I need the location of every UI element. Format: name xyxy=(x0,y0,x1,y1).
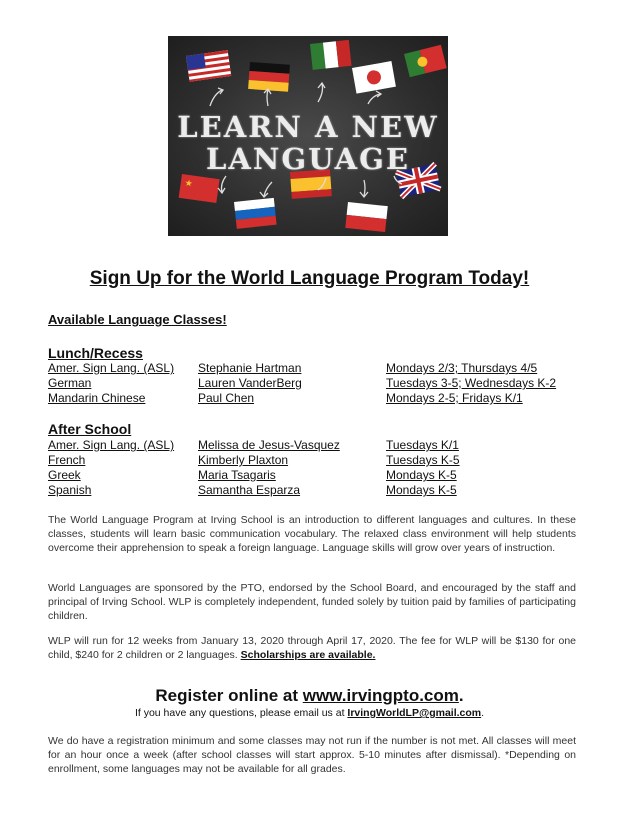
portugal-flag xyxy=(404,45,447,77)
lunch-recess-title: Lunch/Recess xyxy=(48,345,143,361)
contact-line xyxy=(0,707,619,719)
after-schedule: Tuesdays K/1 xyxy=(386,438,459,452)
lunch-language: Mandarin Chinese xyxy=(48,391,146,405)
lunch-row xyxy=(0,391,619,406)
after-teacher: Melissa de Jesus-Vasquez xyxy=(198,438,340,452)
russia-flag xyxy=(234,198,277,229)
schedule-fee-text: WLP will run for 12 weeks from January 13, 2020 through April 17, 2020. The fee for WLP will be $130 for one child, $240 for 2 children or 2 languages. xyxy=(48,635,576,661)
italy-flag xyxy=(310,40,352,70)
after-school-title: After School xyxy=(48,421,132,437)
register-line xyxy=(0,686,619,706)
china-flag xyxy=(179,174,220,203)
poland-flag xyxy=(345,202,387,232)
lunch-language: German xyxy=(48,376,92,390)
after-teacher: Kimberly Plaxton xyxy=(198,453,289,467)
lunch-row xyxy=(0,361,619,376)
lunch-teacher: Paul Chen xyxy=(198,391,255,405)
usa-flag xyxy=(186,50,231,82)
sponsorship-paragraph: World Languages are sponsored by the PTO, endorsed by the School Board, and encouraged by the staff and principal of Irving School. WLP is completely independent, funded solely by tuition paid by families of participating children. xyxy=(48,582,576,622)
available-classes-heading: Available Language Classes! xyxy=(48,312,227,327)
registration-notes-paragraph: We do have a registration minimum and some classes may not run if the number is not met. All classes will meet for an hour once a week (after school classes will start approx. 5-10 minutes after dismissal). *Depending on enrollment, some languages may not be available for all grades. xyxy=(48,735,576,775)
after-schedule: Mondays K-5 xyxy=(386,468,457,482)
lunch-schedule: Tuesdays 3-5; Wednesdays K-2 xyxy=(386,376,557,390)
germany-flag xyxy=(248,62,290,92)
after-language: Spanish xyxy=(48,483,92,497)
after-schedule: Mondays K-5 xyxy=(386,483,457,497)
after-row xyxy=(0,468,619,483)
banner-title-line2: LANGUAGE xyxy=(206,142,410,176)
japan-flag xyxy=(352,61,396,94)
page-title: Sign Up for the World Language Program Today! xyxy=(89,268,530,289)
after-row xyxy=(0,483,619,498)
after-row xyxy=(0,438,619,453)
svg-text:★: ★ xyxy=(184,177,194,189)
after-teacher: Maria Tsagaris xyxy=(198,468,276,482)
language-banner-image xyxy=(168,36,448,236)
register-prefix: Register online at xyxy=(155,686,303,705)
website-link[interactable]: www.irvingpto.com xyxy=(302,686,459,705)
lunch-language: Amer. Sign Lang. (ASL) xyxy=(48,361,175,375)
after-language: French xyxy=(48,453,86,467)
lunch-schedule: Mondays 2-5; Fridays K/1 xyxy=(386,391,523,405)
after-row xyxy=(0,453,619,468)
email-link[interactable]: IrvingWorldLP@gmail.com xyxy=(347,707,482,719)
after-language: Greek xyxy=(48,468,81,482)
program-description: The World Language Program at Irving School is an introduction to different languages and cultures. In these classes, students will learn basic communication vocabulary. The relaxed class environment will help students overcome their apprehension to speak a foreign language. Language skills will grow over years of instruction. xyxy=(48,514,576,554)
lunch-teacher: Stephanie Hartman xyxy=(198,361,302,375)
schedule-fee-paragraph xyxy=(48,634,576,662)
contact-suffix: . xyxy=(481,707,485,719)
scholarships-link[interactable]: Scholarships are available. xyxy=(240,649,376,661)
contact-text: If you have any questions, please email us at xyxy=(134,707,348,719)
lunch-row xyxy=(0,376,619,391)
after-teacher: Samantha Esparza xyxy=(198,483,301,497)
register-suffix: . xyxy=(458,686,464,705)
after-language: Amer. Sign Lang. (ASL) xyxy=(48,438,175,452)
banner-title-line1: LEARN A NEW xyxy=(177,110,439,144)
lunch-teacher: Lauren VanderBerg xyxy=(198,376,302,390)
lunch-schedule: Mondays 2/3; Thursdays 4/5 xyxy=(386,361,538,375)
after-schedule: Tuesdays K-5 xyxy=(386,453,460,467)
